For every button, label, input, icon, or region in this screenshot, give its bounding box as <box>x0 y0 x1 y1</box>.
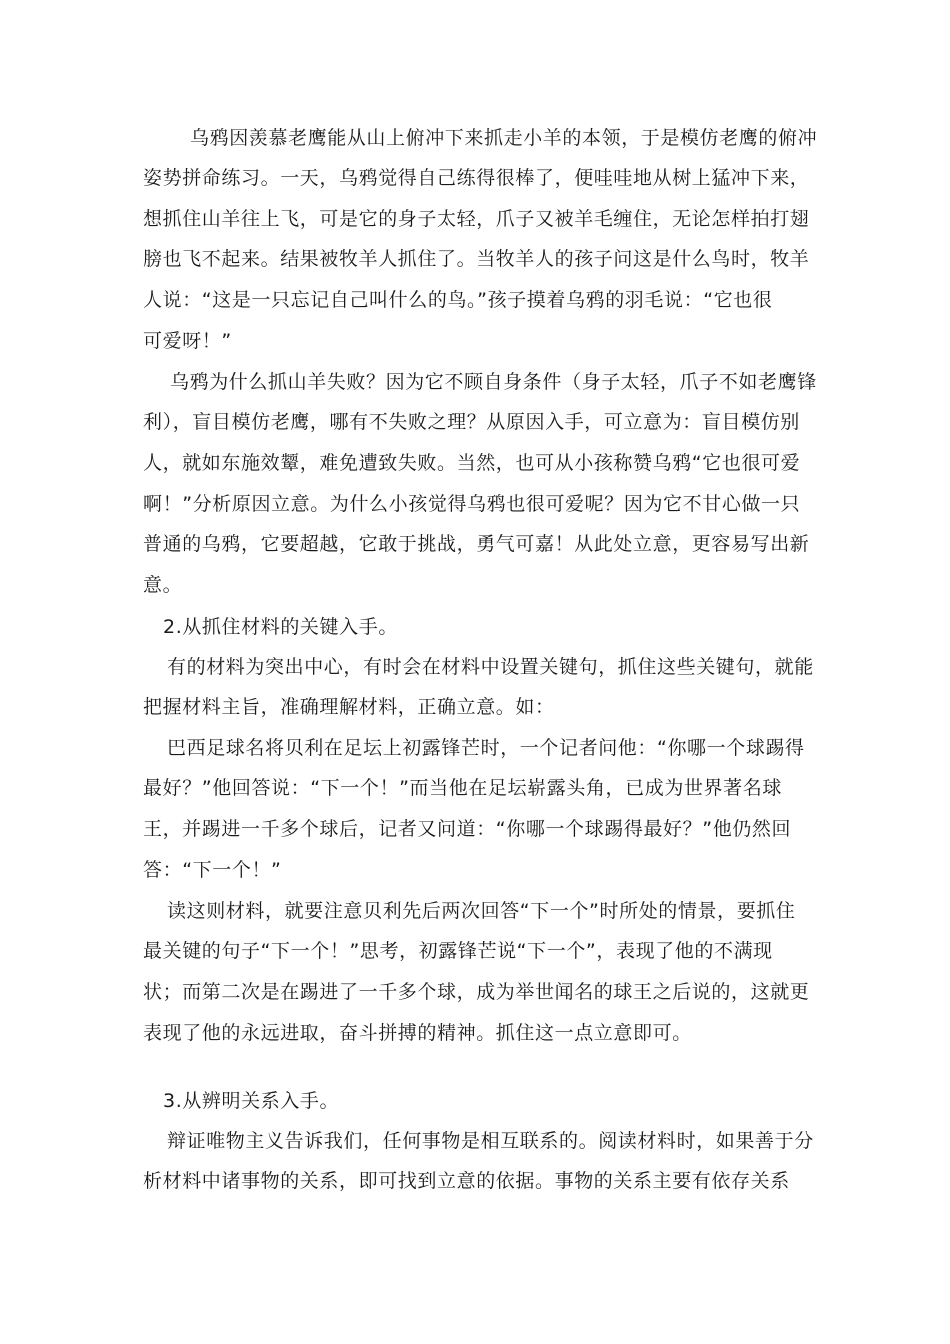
text-line: 读这则材料，就要注意贝利先后两次回答“下一个”时所处的情景，要抓住 <box>167 900 796 922</box>
text-line: 想抓住山羊往上飞，可是它的身子太轻，爪子又被羊毛缠住，无论怎样拍打翅 <box>143 208 810 230</box>
text-line: 利），盲目模仿老鹰，哪有不失败之理？从原因入手，可立意为：盲目模仿别 <box>143 411 800 433</box>
text-line: 人，就如东施效颦，难免遭致失败。当然，也可从小孩称赞乌鸦“它也很可爱 <box>143 452 801 474</box>
text-line: 可爱呀！” <box>143 330 232 352</box>
text-line: 析材料中诸事物的关系，即可找到立意的依据。事物的关系主要有依存关系 <box>143 1170 790 1192</box>
text-line: 表现了他的永远进取，奋斗拼搏的精神。抓住这一点立意即可。 <box>143 1022 692 1044</box>
text-line: 有的材料为突出中心，有时会在材料中设置关键句，抓住这些关键句，就能 <box>167 656 814 678</box>
text-line: 答：“下一个！” <box>143 859 282 881</box>
text-line: 人说：“这是一只忘记自己叫什么的鸟。”孩子摸着乌鸦的羽毛说：“它也很 <box>143 289 773 311</box>
text-line: 王，并踢进一千多个球后，记者又问道：“你哪一个球踢得最好？”他仍然回 <box>143 818 792 840</box>
text-line: 状；而第二次是在踢进了一千多个球，成为举世闻名的球王之后说的，这就更 <box>143 981 810 1003</box>
section-heading-2: 2.从抓住材料的关键入手。 <box>163 616 398 638</box>
text-line: 普通的乌鸦，它要超越，它敢于挑战，勇气可嘉！从此处立意，更容易写出新 <box>143 533 810 555</box>
text-line: 辩证唯物主义告诉我们，任何事物是相互联系的。阅读材料时，如果善于分 <box>167 1130 814 1152</box>
text-line: 最好？”他回答说：“下一个！”而当他在足坛崭露头角，已成为世界著名球 <box>143 777 782 799</box>
text-line: 把握材料主旨，准确理解材料，正确立意。如： <box>143 696 555 718</box>
text-line: 膀也飞不起来。结果被牧羊人抓住了。当牧羊人的孩子问这是什么鸟时，牧羊 <box>143 248 810 270</box>
text-line: 乌鸦为什么抓山羊失败？因为它不顾自身条件（身子太轻，爪子不如老鹰锋 <box>170 371 817 393</box>
text-line: 巴西足球名将贝利在足坛上初露锋芒时，一个记者问他：“你哪一个球踢得 <box>167 737 805 759</box>
text-line: 乌鸦因羡慕老鹰能从山上俯冲下来抓走小羊的本领，于是模仿老鹰的俯冲 <box>190 127 818 149</box>
text-line: 姿势拼命练习。一天，乌鸦觉得自己练得很棒了，便哇哇地从树上猛冲下来， <box>143 167 810 189</box>
section-heading-3: 3.从辨明关系入手。 <box>163 1090 340 1112</box>
text-line: 意。 <box>143 574 183 596</box>
text-line: 啊！”分析原因立意。为什么小孩觉得乌鸦也很可爱呢？因为它不甘心做一只 <box>143 493 801 515</box>
text-line: 最关键的句子“下一个！”思考，初露锋芒说“下一个”，表现了他的不满现 <box>143 940 773 962</box>
